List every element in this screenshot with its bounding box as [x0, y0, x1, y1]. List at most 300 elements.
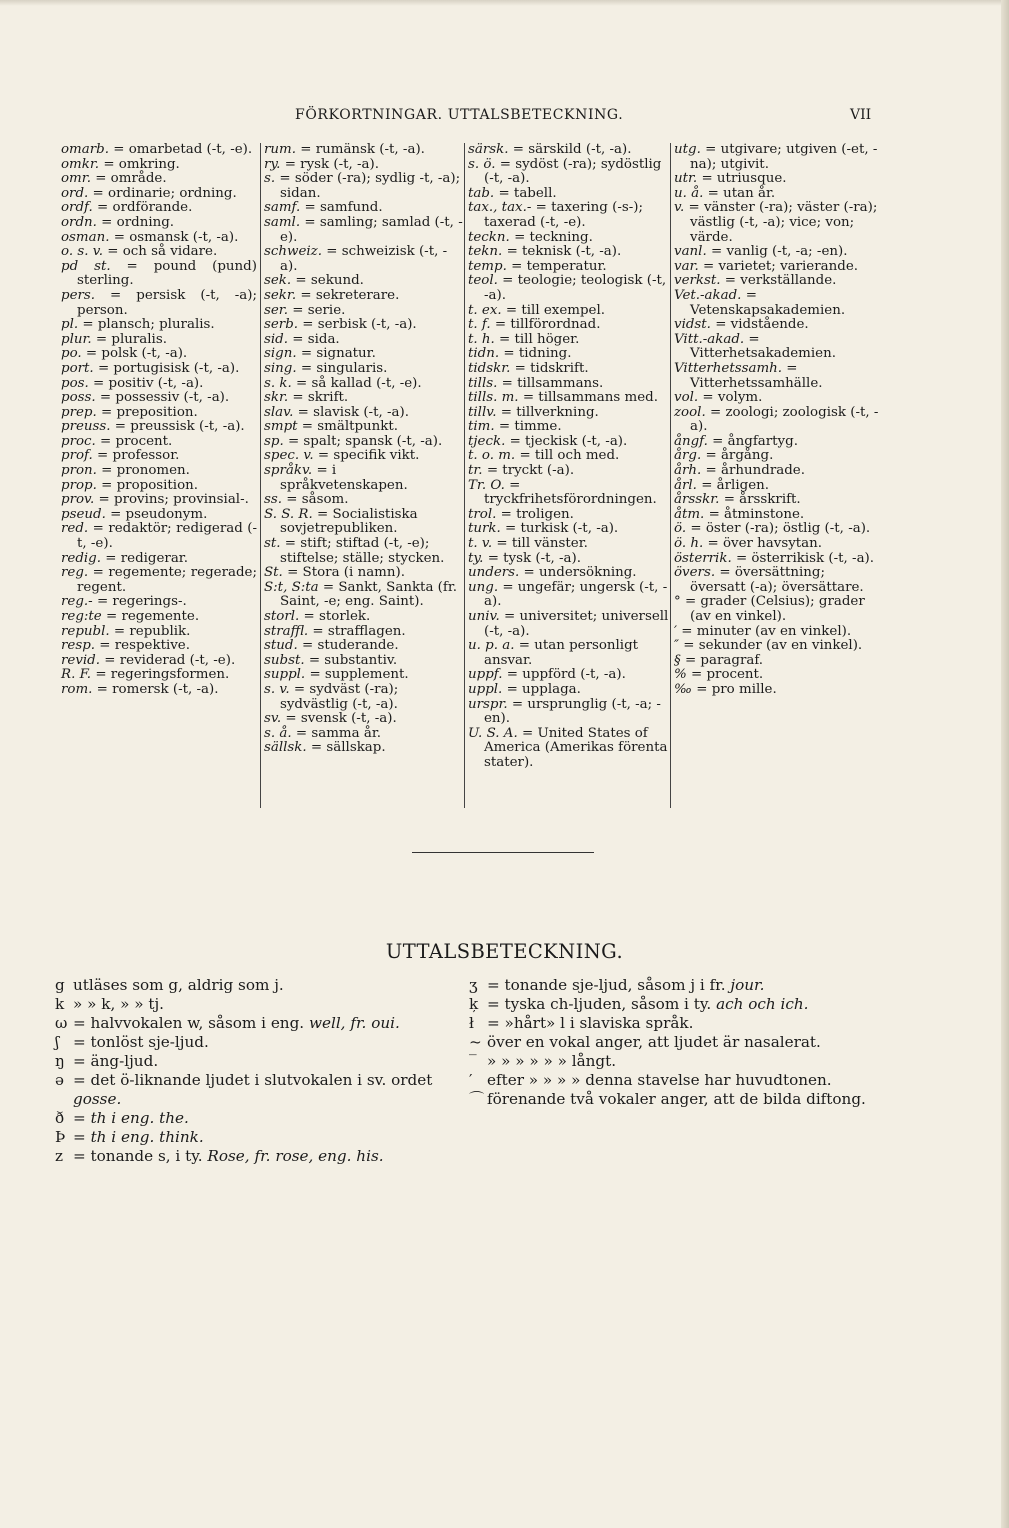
pronunciation-description	[73, 1014, 465, 1033]
abbreviation-term: ″	[674, 638, 680, 654]
abbreviation-entry	[264, 289, 464, 304]
abbreviation-entry	[674, 654, 884, 669]
pronunciation-description	[73, 1071, 465, 1109]
abbreviation-definition: = sida.	[287, 331, 340, 347]
abbreviation-term: årl.	[674, 477, 697, 493]
abbreviation-entry	[61, 508, 257, 523]
abbreviation-definition: = Vitterhetssamhälle.	[690, 360, 823, 391]
abbreviation-definition: = respektive.	[95, 638, 190, 654]
abbreviation-entry	[468, 537, 670, 552]
section-divider	[412, 852, 594, 853]
abbreviation-entry	[61, 216, 257, 231]
abbreviation-term: prov.	[61, 492, 95, 508]
abbreviation-definition: = utgivare; utgiven (-et, -na); utgivit.	[690, 142, 878, 172]
abbreviation-entry	[264, 318, 464, 333]
abbreviation-definition: = zoologi; zoologisk (-t, -a).	[690, 404, 879, 435]
abbreviation-term: samf.	[264, 200, 301, 216]
abbreviation-entry	[61, 449, 257, 464]
abbreviation-definition: = tillsammans med.	[518, 390, 658, 406]
abbreviation-entry	[264, 683, 464, 712]
abbreviation-entry	[61, 625, 257, 640]
abbreviation-definition: = ungefär; ungersk (-t, -a).	[484, 579, 668, 610]
abbreviation-definition: = proposition.	[96, 477, 199, 493]
phonetic-symbol: ə	[55, 1071, 64, 1089]
abbreviation-term: temp.	[468, 258, 507, 274]
abbreviation-definition: = årgång.	[701, 448, 774, 464]
abbreviation-entry	[674, 187, 884, 202]
abbreviation-term: utr.	[674, 171, 698, 187]
abbreviation-definition: = schweizisk (-t, -a).	[280, 244, 448, 274]
phonetic-symbol: ŋ	[55, 1052, 65, 1070]
abbreviation-entry	[61, 435, 257, 450]
abbreviation-term: Tr. O.	[468, 477, 505, 493]
pronunciation-entry	[469, 1014, 889, 1033]
abbreviation-entry	[468, 479, 670, 508]
phonetic-symbol: ~	[469, 1033, 482, 1051]
abbreviation-term: port.	[61, 360, 94, 376]
pronunciation-entry	[55, 995, 465, 1014]
abbreviation-term: ordn.	[61, 214, 97, 230]
abbreviation-term: s. k.	[264, 375, 292, 391]
example-word: jour.	[730, 976, 765, 994]
phonetic-symbol: ķ	[469, 995, 479, 1013]
abbreviation-term: resp.	[61, 638, 96, 654]
abbreviation-term: ö.	[674, 521, 687, 537]
abbreviation-definition: = årsskrift.	[719, 492, 801, 508]
abbreviation-definition: = till exempel.	[501, 302, 605, 318]
abbreviation-entry	[674, 406, 884, 435]
abbreviation-entry	[264, 420, 464, 435]
abbreviation-term: s.	[264, 171, 276, 187]
abbreviation-definition: = årligen.	[696, 477, 769, 493]
abbreviation-term: reg.	[61, 565, 89, 581]
description-text: = tonande sje-ljud, såsom j i fr.	[487, 976, 731, 994]
abbreviation-term: revid.	[61, 652, 101, 668]
abbreviation-definition: = i språkvetenskapen.	[280, 463, 408, 493]
phonetic-symbol: z	[55, 1147, 64, 1165]
abbreviation-definition: = ordförande.	[92, 200, 193, 216]
abbreviation-entry	[61, 552, 257, 567]
phonetic-symbol: ʒ	[469, 976, 478, 994]
abbreviation-term: uppl.	[468, 681, 503, 697]
abbreviation-entry	[468, 143, 670, 158]
phonetic-symbol: Þ	[55, 1128, 66, 1146]
abbreviation-definition: = regemente.	[101, 609, 200, 624]
abbreviation-term: årg.	[674, 448, 702, 464]
abbreviation-definition: = stift; stiftad (-t, -e); stiftelse; ställe; stycken.	[280, 536, 445, 566]
abbreviation-definition: = preussisk (-t, -a).	[110, 419, 245, 435]
abbreviation-definition: = teknisk (-t, -a).	[502, 244, 622, 260]
abbreviation-term: sek.	[264, 273, 292, 289]
abbreviation-entry	[264, 639, 464, 654]
abbreviation-entry	[468, 406, 670, 421]
abbreviation-entry	[264, 537, 464, 566]
abbreviation-term: sällsk.	[264, 740, 307, 756]
abbreviation-term: åtm.	[674, 506, 705, 522]
abbreviation-definition: = studerande.	[297, 638, 399, 654]
abbreviation-term: ord.	[61, 185, 89, 201]
abbreviation-term: red.	[61, 521, 89, 537]
abbreviation-definition: = Socialistiska sovjetrepubliken.	[280, 506, 418, 537]
abbreviation-entry	[264, 449, 464, 464]
abbreviation-term: t. f.	[468, 317, 491, 333]
pronunciation-description	[73, 1147, 465, 1166]
pronunciation-description	[487, 1014, 889, 1033]
abbreviation-entry	[468, 158, 670, 187]
abbreviation-definition: = regerings-.	[92, 594, 187, 610]
abbreviation-term: ′	[674, 623, 678, 639]
abbreviation-entry	[468, 610, 670, 639]
abbreviation-entry	[264, 377, 464, 392]
page-right-edge	[1001, 0, 1009, 1528]
abbreviation-definition: = söder (-ra); sydlig -t, -a); sidan.	[275, 171, 461, 201]
abbreviation-definition: = temperatur.	[506, 258, 607, 274]
page-top-edge	[0, 0, 1009, 6]
abbreviation-definition: = pronomen.	[96, 463, 190, 479]
abbreviation-entry	[264, 216, 464, 245]
abbreviation-term: v.	[674, 200, 685, 216]
abbreviation-term: rom.	[61, 681, 93, 697]
running-head: FÖRKORTNINGAR. UTTALSBETECKNING.	[295, 107, 624, 123]
abbreviation-definition: = Vetenskapsakademien.	[690, 287, 846, 318]
abbreviation-definition: = tabell.	[494, 185, 557, 201]
abbreviation-entry	[674, 274, 884, 289]
abbreviation-definition: = grader (Celsius); grader (av en vinkel).	[680, 594, 865, 624]
abbreviation-entry	[468, 727, 670, 771]
abbreviation-definition: = till höger.	[494, 331, 580, 347]
abbreviation-entry	[61, 683, 257, 698]
description-text: = äng-ljud.	[73, 1052, 159, 1070]
description-text: = tonande s, i ty.	[73, 1147, 208, 1165]
abbreviation-entry	[674, 537, 884, 552]
description-text: över en vokal anger, att ljudet är nasalerat.	[487, 1033, 821, 1051]
abbreviation-definition: = redaktör; redigerad (-t, -e).	[77, 521, 257, 552]
abbreviation-term: smpt	[264, 419, 298, 435]
abbreviation-entry	[264, 391, 464, 406]
abbreviation-term: po.	[61, 346, 82, 362]
description-text: förenande två vokaler anger, att de bilda diftong.	[487, 1090, 866, 1108]
abbreviation-entry	[61, 201, 257, 216]
abbreviation-term: tills.	[468, 375, 498, 391]
abbreviation-term: uppf.	[468, 667, 503, 683]
abbreviation-definition: = ursprunglig (-t, -a; -en).	[484, 696, 661, 727]
abbreviation-definition: = utan år.	[703, 185, 776, 201]
abbreviation-term: schweiz.	[264, 244, 322, 260]
abbreviation-term: s. ö.	[468, 156, 496, 172]
abbreviation-entry	[61, 172, 257, 187]
abbreviation-definition: = område.	[90, 171, 167, 187]
abbreviation-term: u. å.	[674, 185, 704, 201]
abbreviation-term: R. F.	[61, 667, 92, 683]
abbreviation-definition: = utan personligt ansvar.	[484, 638, 639, 668]
abbreviation-definition: = Vitterhetsakademien.	[690, 331, 836, 362]
abbreviation-term: redig.	[61, 550, 102, 566]
pronunciation-entry	[55, 1014, 465, 1033]
pronunciation-entry	[469, 1052, 889, 1071]
abbreviation-term: vidst.	[674, 317, 711, 333]
abbreviation-entry	[674, 595, 884, 624]
abbreviation-entry	[468, 391, 670, 406]
abbreviation-entry	[264, 625, 464, 640]
abbreviation-definition: = ordinarie; ordning.	[88, 185, 237, 201]
abbreviation-entry	[61, 464, 257, 479]
abbreviation-entry	[61, 377, 257, 392]
abbreviation-definition: = sekunder (av en vinkel).	[679, 638, 863, 654]
abbreviation-term: sign.	[264, 346, 297, 362]
abbreviation-entry	[264, 493, 464, 508]
abbreviation-entry	[61, 610, 257, 625]
abbreviation-entry	[61, 289, 257, 318]
pronunciation-description	[73, 1033, 465, 1052]
abbreviation-definition: = århundrade.	[701, 463, 805, 479]
abbreviation-definition: = taxering (-s-); taxerad (-t, -e).	[484, 200, 643, 230]
abbreviation-definition: = tidskrift.	[510, 360, 589, 376]
abbreviation-entry	[264, 435, 464, 450]
abbreviation-term: sid.	[264, 331, 288, 347]
abbreviation-term: preuss.	[61, 419, 111, 435]
abbreviation-entry	[61, 187, 257, 202]
abbreviation-definition: = provins; provinsial-.	[94, 492, 249, 508]
abbreviation-term: omr.	[61, 171, 91, 187]
abbreviation-entry	[468, 333, 670, 348]
abbreviation-definition: = tryckfrihetsförordningen.	[484, 477, 657, 508]
abbreviation-term: tekn.	[468, 244, 503, 260]
abbreviation-term: prof.	[61, 448, 93, 464]
abbreviation-entry	[674, 260, 884, 275]
abbreviation-term: tab.	[468, 185, 495, 201]
description-text: =	[73, 1128, 91, 1146]
abbreviation-term: t. h.	[468, 331, 495, 347]
abbreviation-entry	[264, 172, 464, 201]
abbreviation-term: pron.	[61, 463, 97, 479]
abbreviation-term: St.	[264, 565, 283, 581]
abbreviation-term: vol.	[674, 390, 699, 406]
abbreviation-term: sing.	[264, 360, 297, 376]
abbreviation-definition: = sydväst (-ra); sydvästlig (-t, -a).	[280, 681, 399, 712]
abbreviation-entry	[674, 493, 884, 508]
abbreviation-entry	[468, 347, 670, 362]
phonetic-symbol: ʃ	[55, 1033, 60, 1051]
abbreviation-entry	[264, 362, 464, 377]
abbreviation-entry	[674, 449, 884, 464]
abbreviations-column-4	[670, 143, 884, 808]
abbreviation-entry	[61, 231, 257, 246]
abbreviation-definition: = Stora (i namn).	[282, 565, 405, 581]
phonetic-symbol: ′	[469, 1071, 473, 1089]
abbreviation-entry	[468, 274, 670, 303]
abbreviation-entry	[61, 406, 257, 421]
abbreviation-entry	[468, 449, 670, 464]
example-words-rest: i eng. think.	[106, 1128, 204, 1146]
abbreviation-entry	[264, 143, 464, 158]
abbreviation-term: utg.	[674, 142, 701, 157]
abbreviation-definition: = pluralis.	[91, 331, 167, 347]
abbreviation-term: suppl.	[264, 667, 306, 683]
abbreviation-entry	[468, 362, 670, 377]
abbreviation-definition: = teckning.	[509, 229, 593, 245]
abbreviation-term: österrik.	[674, 550, 732, 566]
abbreviation-term: teol.	[468, 273, 498, 289]
abbreviation-entry	[264, 712, 464, 727]
abbreviation-definition: = pro mille.	[691, 681, 777, 697]
abbreviation-entry	[468, 508, 670, 523]
abbreviation-term: stud.	[264, 638, 298, 654]
abbreviation-definition: = tysk (-t, -a).	[483, 550, 581, 566]
phonetic-symbol: ł	[469, 1014, 474, 1032]
pronunciation-right-column	[469, 976, 889, 1109]
abbreviation-definition: = substantiv.	[304, 652, 398, 668]
description-text: =	[73, 1109, 91, 1127]
abbreviation-entry	[264, 668, 464, 683]
pronunciation-entry	[469, 1090, 889, 1109]
abbreviation-entry	[468, 435, 670, 450]
abbreviation-term: %	[674, 667, 687, 683]
abbreviation-entry	[674, 201, 884, 245]
pronunciation-description	[487, 1052, 889, 1071]
abbreviation-definition: = sydöst (-ra); sydöstlig (-t, -a).	[484, 156, 662, 187]
abbreviation-definition: = universitet; universell (-t, -a).	[484, 609, 669, 639]
abbreviation-definition: = tidning.	[499, 346, 572, 362]
abbreviation-definition: = romersk (-t, -a).	[92, 681, 219, 697]
phonetic-symbol: ω	[55, 1014, 68, 1032]
abbreviation-entry	[674, 683, 884, 698]
abbreviation-term: straffl.	[264, 623, 309, 639]
pronunciation-description	[73, 1109, 465, 1128]
abbreviation-definition: = över havsytan.	[703, 536, 823, 552]
abbreviation-definition: = volym.	[698, 390, 763, 406]
abbreviation-definition: = omkring.	[99, 156, 180, 172]
abbreviation-definition: = sekreterare.	[296, 287, 400, 303]
abbreviation-term: övers.	[674, 565, 716, 581]
abbreviation-entry	[61, 333, 257, 348]
description-text: = halvvokalen w, såsom i eng.	[73, 1014, 309, 1032]
abbreviation-term: verkst.	[674, 273, 721, 289]
abbreviation-definition: = tillsammans.	[497, 375, 604, 391]
abbreviation-definition: = positiv (-t, -a).	[88, 375, 204, 391]
abbreviation-entry	[61, 362, 257, 377]
abbreviation-entry	[264, 464, 464, 493]
abbreviation-term: unders.	[468, 565, 520, 581]
description-text: = »hårt» l i slaviska språk.	[487, 1014, 694, 1032]
abbreviation-entry	[264, 347, 464, 362]
abbreviation-entry	[468, 304, 670, 319]
abbreviation-entry	[468, 581, 670, 610]
abbreviation-entry	[674, 362, 884, 391]
abbreviation-term: tills. m.	[468, 390, 519, 406]
pronunciation-entry	[55, 1128, 465, 1147]
abbreviation-definition: = vanlig (-t, -a; -en).	[706, 244, 848, 260]
abbreviation-entry	[468, 552, 670, 567]
pronunciation-description	[73, 995, 465, 1014]
abbreviation-term: särsk.	[468, 142, 509, 157]
abbreviation-term: reg:te	[61, 609, 102, 624]
pronunciation-description	[73, 976, 465, 995]
abbreviation-term: sv.	[264, 711, 282, 727]
abbreviation-entry	[674, 668, 884, 683]
abbreviation-term: ser.	[264, 302, 288, 318]
description-text: = tonlöst sje-ljud.	[73, 1033, 209, 1051]
abbreviation-entry	[61, 318, 257, 333]
example-word: Rose,	[207, 1147, 250, 1165]
abbreviation-entry	[674, 639, 884, 654]
abbreviation-entry	[61, 639, 257, 654]
abbreviation-term: saml.	[264, 214, 301, 230]
abbreviation-definition: = till vänster.	[492, 536, 588, 552]
abbreviation-term: årh.	[674, 463, 702, 479]
abbreviation-entry	[61, 143, 257, 158]
abbreviation-term: slav.	[264, 404, 294, 420]
abbreviation-definition: = possessiv (-t, -a).	[95, 390, 230, 406]
abbreviation-term: sekr.	[264, 287, 297, 303]
abbreviation-term: prop.	[61, 477, 97, 493]
abbreviation-term: ss.	[264, 492, 283, 508]
abbreviation-term: tim.	[468, 419, 495, 435]
abbreviation-definition: = persisk (-t, -a); person.	[77, 287, 257, 318]
abbreviations-column-2	[260, 143, 464, 808]
abbreviation-entry	[264, 406, 464, 421]
abbreviation-definition: = minuter (av en vinkel).	[677, 623, 852, 639]
abbreviation-entry	[468, 668, 670, 683]
page-number: VII	[850, 107, 872, 123]
abbreviation-entry	[61, 595, 257, 610]
abbreviation-definition: = portugisisk (-t, -a).	[93, 360, 240, 376]
abbreviation-entry	[61, 522, 257, 551]
abbreviation-term: ung.	[468, 579, 499, 595]
abbreviation-term: rum.	[264, 142, 296, 157]
abbreviation-term: Vitterhetssamh.	[674, 360, 783, 376]
phonetic-symbol: ⌒	[469, 1090, 485, 1108]
abbreviation-entry	[674, 143, 884, 172]
abbreviation-term: S. S. R.	[264, 506, 313, 522]
abbreviation-definition: = Sankt, Sankta (fr. Saint, -e; eng. Saint).	[280, 579, 458, 610]
abbreviation-definition: = redigerar.	[101, 550, 188, 566]
abbreviation-entry	[674, 333, 884, 362]
pronunciation-description	[487, 1090, 889, 1109]
abbreviation-definition: = regemente; regerade; regent.	[77, 565, 257, 595]
abbreviation-entry	[674, 289, 884, 318]
abbreviation-term: spec. v.	[264, 448, 314, 464]
abbreviation-definition: = undersökning.	[519, 565, 637, 581]
abbreviation-definition: = såsom.	[282, 492, 349, 508]
pronunciation-entry	[55, 1147, 465, 1166]
phonetic-symbol: k	[55, 995, 65, 1013]
abbreviation-entry	[264, 741, 464, 756]
pronunciation-description	[487, 995, 889, 1014]
pronunciation-entry	[55, 976, 465, 995]
abbreviation-entry	[61, 654, 257, 669]
abbreviation-term: ty.	[468, 550, 484, 566]
abbreviation-definition: = varietet; varierande.	[698, 258, 858, 274]
abbreviation-term: trol.	[468, 506, 497, 522]
abbreviation-term: o. s. v.	[61, 244, 103, 260]
abbreviation-definition: = till och med.	[515, 448, 620, 464]
abbreviation-entry	[674, 625, 884, 640]
abbreviation-definition: = singularis.	[296, 360, 388, 376]
phonetic-symbol: g	[55, 976, 65, 994]
abbreviation-term: s. å.	[264, 725, 292, 741]
abbreviation-term: teckn.	[468, 229, 510, 245]
description-text: = det ö-liknande ljudet i slutvokalen i sv. ordet	[73, 1071, 433, 1089]
pronunciation-entry	[469, 976, 889, 995]
abbreviations-column-3	[464, 143, 670, 808]
example-word: ach	[716, 995, 744, 1013]
abbreviation-term: tax., tax.-	[468, 200, 532, 216]
abbreviation-term: reg.-	[61, 594, 93, 610]
abbreviation-definition: = skrift.	[288, 390, 349, 406]
abbreviation-entry	[468, 698, 670, 727]
abbreviation-entry	[61, 479, 257, 494]
abbreviation-term: ångf.	[674, 433, 708, 449]
